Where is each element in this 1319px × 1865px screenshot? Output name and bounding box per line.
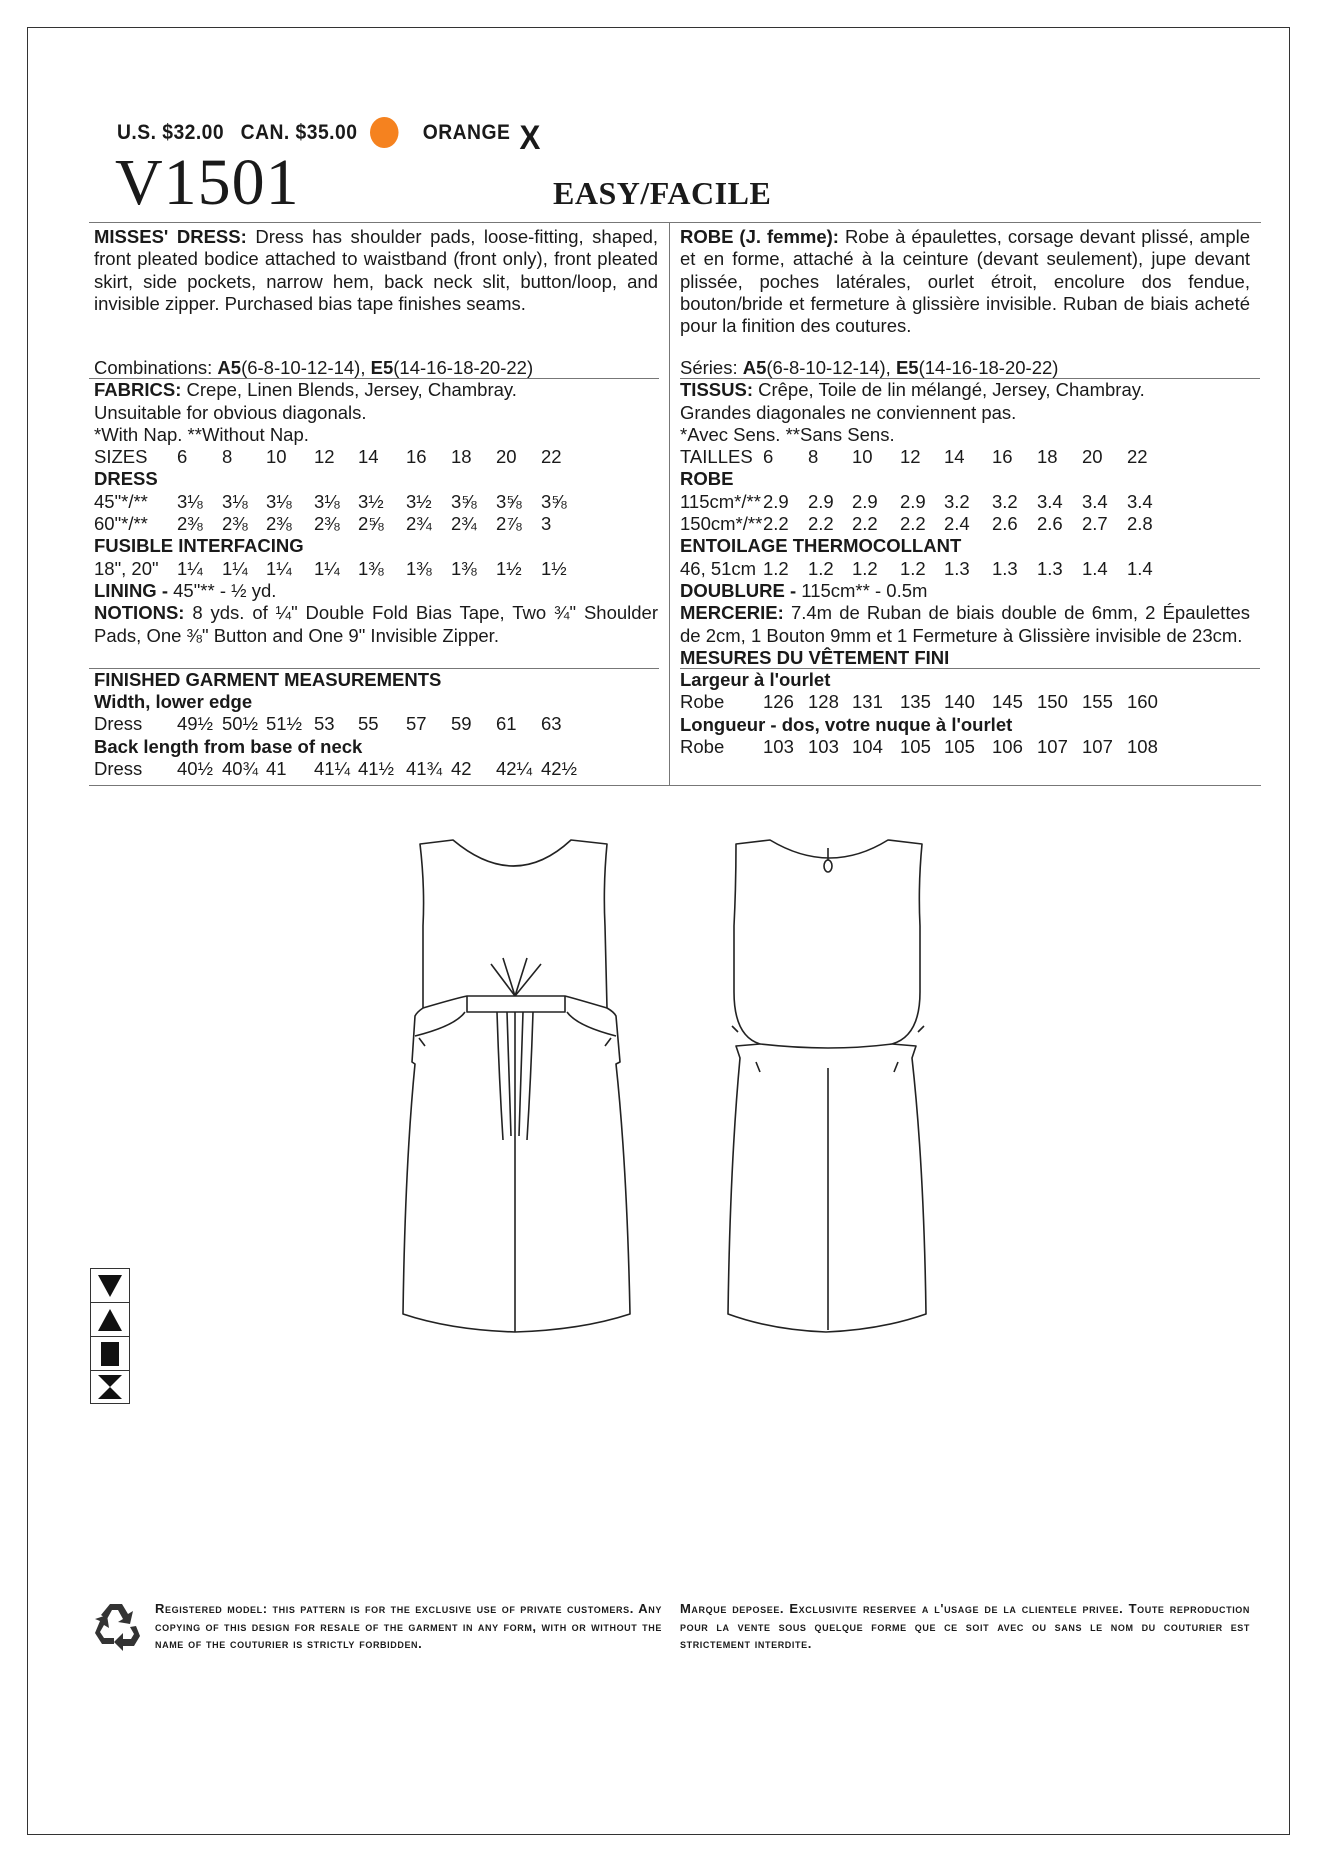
table-cell: 40¾ bbox=[222, 758, 259, 780]
table-cell: 1⅜ bbox=[358, 557, 384, 579]
table-cell: 3 bbox=[541, 513, 552, 535]
fabrics-line: TISSUS: Crêpe, Toile de lin mélangé, Jersey, Chambray. bbox=[680, 379, 1145, 401]
fabrics-line: FABRICS: Crepe, Linen Blends, Jersey, Chambray. bbox=[94, 379, 517, 401]
table-row bbox=[680, 491, 1250, 513]
description-fr-title: ROBE (J. femme): bbox=[680, 226, 839, 247]
table-cell: 3.4 bbox=[1037, 490, 1063, 512]
pattern-symbol-legend bbox=[90, 1268, 130, 1404]
width-label: Largeur à l'ourlet bbox=[680, 669, 831, 691]
lining-line: DOUBLURE - 115cm** - 0.5m bbox=[680, 579, 928, 601]
table-cell: 140 bbox=[944, 691, 975, 713]
row-label: 18", 20" bbox=[94, 557, 159, 579]
table-row bbox=[94, 513, 658, 535]
front-view-sketch bbox=[395, 836, 635, 1348]
row-label: 46, 51cm bbox=[680, 557, 757, 579]
rule bbox=[89, 785, 1261, 786]
table-cell: 2.9 bbox=[852, 490, 878, 512]
table-cell: 41 bbox=[266, 758, 287, 780]
table-cell: 1¼ bbox=[177, 557, 203, 579]
table-cell: 18 bbox=[1037, 446, 1058, 468]
row-label: 150cm*/** bbox=[680, 513, 763, 535]
lining-line: LINING - 45"** - ½ yd. bbox=[94, 579, 277, 601]
table-cell: 3⅛ bbox=[314, 490, 340, 512]
table-cell: 55 bbox=[358, 713, 379, 735]
table-cell: 1⅜ bbox=[406, 557, 432, 579]
table-cell: 3⅝ bbox=[496, 490, 522, 512]
rule bbox=[680, 668, 1260, 669]
legal-notice-french: Marque deposee. Exclusivite reservee a l'usage de la clientele privee. Toute reproduction pour la vente sous quelque forme que ce soit avec ou sans le nom du couturier est strictement interdite. bbox=[680, 1601, 1250, 1651]
table-cell: 1.3 bbox=[992, 557, 1018, 579]
table-cell: 20 bbox=[496, 446, 517, 468]
dress-label: DRESS bbox=[94, 468, 158, 490]
table-cell: 41½ bbox=[358, 758, 395, 780]
table-cell: 42 bbox=[451, 758, 472, 780]
table-cell: 41¼ bbox=[314, 758, 351, 780]
table-cell: 22 bbox=[1127, 446, 1148, 468]
table-cell: 1.2 bbox=[763, 557, 789, 579]
table-cell: 1½ bbox=[541, 557, 567, 579]
table-cell: 2.2 bbox=[808, 513, 834, 535]
table-cell: 1¼ bbox=[222, 557, 248, 579]
row-label: Robe bbox=[680, 691, 725, 713]
table-cell: 106 bbox=[992, 736, 1023, 758]
table-cell: 49½ bbox=[177, 713, 214, 735]
table-row bbox=[94, 491, 658, 513]
table-cell: 2.2 bbox=[900, 513, 926, 535]
color-label: ORANGE bbox=[422, 120, 511, 144]
table-cell: 3⅝ bbox=[541, 490, 567, 512]
table-cell: 131 bbox=[852, 691, 883, 713]
table-cell: 104 bbox=[852, 736, 883, 758]
table-row bbox=[680, 691, 1250, 713]
length-label: Back length from base of neck bbox=[94, 735, 363, 757]
table-row bbox=[680, 558, 1250, 580]
table-cell: 2⅝ bbox=[358, 513, 384, 535]
table-cell: 51½ bbox=[266, 713, 303, 735]
description-fr-body: Robe à épaulettes, corsage devant plissé, ample et en forme, attaché à la ceinture (devant seulement), jupe devant plissée, poches latérales, ourlet étroit, encolure dos fendue, bouton/bride et fermeture à glissière invisible. Ruban de biais acheté pour la finition des coutures. bbox=[680, 226, 1251, 337]
row-label: Robe bbox=[680, 736, 725, 758]
rule bbox=[89, 378, 659, 379]
table-cell: 3⅝ bbox=[451, 490, 477, 512]
table-row bbox=[94, 558, 658, 580]
table-cell: 1.2 bbox=[852, 557, 878, 579]
header-divider bbox=[89, 222, 1261, 223]
table-row bbox=[680, 513, 1250, 535]
table-cell: 63 bbox=[541, 713, 562, 735]
sizes-row: SIZES 6 8 10 12 14 16 18 20 22 bbox=[94, 446, 562, 468]
width-label: Width, lower edge bbox=[94, 691, 253, 713]
table-cell: 59 bbox=[451, 713, 472, 735]
table-cell: 20 bbox=[1082, 446, 1103, 468]
nap-line: *Avec Sens. **Sans Sens. bbox=[680, 423, 895, 445]
table-cell: 3.4 bbox=[1082, 490, 1108, 512]
table-cell: 2⅜ bbox=[222, 513, 248, 535]
legal-notice-english: Registered model: this pattern is for the exclusive use of private customers. Any copying of this design for resale of the garment in any form, with or without the name of the couturier is strictly forbidden. bbox=[155, 1601, 662, 1651]
table-cell: 107 bbox=[1082, 736, 1113, 758]
table-cell: 3.2 bbox=[992, 490, 1018, 512]
row-label: Dress bbox=[94, 758, 143, 780]
table-cell: 53 bbox=[314, 713, 335, 735]
table-cell: 1¼ bbox=[314, 557, 340, 579]
table-cell: 107 bbox=[1037, 736, 1068, 758]
combinations-line: Séries: A5(6-8-10-12-14), E5(14-16-18-20-22) bbox=[680, 357, 1059, 378]
table-cell: 50½ bbox=[222, 713, 259, 735]
description-en-body: Dress has shoulder pads, loose-fitting, shaped, front pleated bodice attached to waistband (front only), front pleated skirt, side pockets, narrow hem, back neck slit, button/loop, and invisible zipper. Purchased bias tape finishes seams. bbox=[94, 226, 659, 314]
table-cell: 61 bbox=[496, 713, 517, 735]
description-en-title: MISSES' DRESS: bbox=[94, 226, 247, 247]
table-cell: 103 bbox=[808, 736, 839, 758]
table-cell: 57 bbox=[406, 713, 427, 735]
description-english bbox=[94, 226, 658, 315]
table-cell: 135 bbox=[900, 691, 931, 713]
table-cell: 2¾ bbox=[451, 513, 477, 535]
table-cell: 2.6 bbox=[1037, 513, 1063, 535]
table-cell: 42¼ bbox=[496, 758, 533, 780]
table-cell: 1.4 bbox=[1127, 557, 1153, 579]
table-cell: 16 bbox=[406, 446, 427, 468]
table-cell: 18 bbox=[451, 446, 472, 468]
row-label: 115cm*/** bbox=[680, 490, 761, 512]
table-cell: 2.9 bbox=[900, 490, 926, 512]
table-cell: 108 bbox=[1127, 736, 1158, 758]
table-cell: 155 bbox=[1082, 691, 1113, 713]
table-cell: 10 bbox=[266, 446, 287, 468]
table-cell: 3.2 bbox=[944, 490, 970, 512]
table-row bbox=[680, 736, 1250, 758]
color-mark: X bbox=[519, 119, 541, 157]
table-cell: 1.3 bbox=[1037, 557, 1063, 579]
table-cell: 1¼ bbox=[266, 557, 292, 579]
table-row bbox=[94, 713, 658, 735]
table-cell: 6 bbox=[177, 446, 188, 468]
table-cell: 2.8 bbox=[1127, 513, 1153, 535]
unsuitable-line: Unsuitable for obvious diagonals. bbox=[94, 401, 367, 423]
table-cell: 8 bbox=[808, 446, 819, 468]
sizes-row: TAILLES 6 8 10 12 14 16 18 20 22 bbox=[680, 446, 1148, 468]
table-cell: 8 bbox=[222, 446, 233, 468]
triangle-up-icon bbox=[90, 1302, 130, 1336]
pattern-number: V1501 bbox=[115, 146, 300, 219]
combinations-line: Combinations: A5(6-8-10-12-14), E5(14-16-18-20-22) bbox=[94, 357, 534, 378]
table-cell: 2.9 bbox=[763, 490, 789, 512]
measurements-title: MESURES DU VÊTEMENT FINI bbox=[680, 646, 950, 668]
table-cell: 2⅜ bbox=[266, 513, 292, 535]
unsuitable-line: Grandes diagonales ne conviennent pas. bbox=[680, 401, 1017, 423]
table-cell: 2⅜ bbox=[314, 513, 340, 535]
table-cell: 41¾ bbox=[406, 758, 443, 780]
back-view-sketch bbox=[712, 836, 952, 1348]
table-cell: 16 bbox=[992, 446, 1013, 468]
table-cell: 2.4 bbox=[944, 513, 970, 535]
table-cell: 150 bbox=[1037, 691, 1068, 713]
table-cell: 2⅞ bbox=[496, 513, 522, 535]
row-label: Dress bbox=[94, 713, 143, 735]
us-price: U.S. $32.00 bbox=[117, 120, 225, 144]
recycle-icon bbox=[90, 1600, 142, 1652]
table-cell: 14 bbox=[358, 446, 379, 468]
table-cell: 14 bbox=[944, 446, 965, 468]
row-label: 45"*/** bbox=[94, 490, 148, 512]
table-cell: 2.2 bbox=[763, 513, 789, 535]
table-cell: 42½ bbox=[541, 758, 578, 780]
table-cell: 126 bbox=[763, 691, 794, 713]
description-french bbox=[680, 226, 1250, 337]
rule bbox=[89, 668, 659, 669]
table-cell: 2.7 bbox=[1082, 513, 1108, 535]
difficulty-level: EASY/FACILE bbox=[553, 175, 772, 211]
table-cell: 160 bbox=[1127, 691, 1158, 713]
table-cell: 1.2 bbox=[900, 557, 926, 579]
measurements-title: FINISHED GARMENT MEASUREMENTS bbox=[94, 668, 442, 690]
table-cell: 128 bbox=[808, 691, 839, 713]
dress-label: ROBE bbox=[680, 468, 734, 490]
table-row bbox=[94, 758, 658, 780]
table-cell: 105 bbox=[944, 736, 975, 758]
interfacing-label: ENTOILAGE THERMOCOLLANT bbox=[680, 535, 962, 557]
hourglass-icon bbox=[90, 1370, 130, 1404]
table-cell: 10 bbox=[852, 446, 873, 468]
table-cell: 3⅛ bbox=[222, 490, 248, 512]
table-cell: 12 bbox=[900, 446, 921, 468]
notions-line: NOTIONS: 8 yds. of ¼" Double Fold Bias Tape, Two ¾" Shoulder Pads, One ⅜" Button and One 9" Invisible Zipper. bbox=[94, 602, 658, 646]
table-cell: 3⅛ bbox=[266, 490, 292, 512]
notions-line: MERCERIE: 7.4m de Ruban de biais double de 6mm, 2 Épaulettes de 2cm, 1 Bouton 9mm et 1 Fermeture à Glissière invisible de 23cm. bbox=[680, 602, 1250, 646]
column-divider bbox=[669, 222, 670, 786]
rule bbox=[680, 378, 1260, 379]
table-cell: 1.4 bbox=[1082, 557, 1108, 579]
table-cell: 2.2 bbox=[852, 513, 878, 535]
table-cell: 3⅛ bbox=[177, 490, 203, 512]
table-cell: 105 bbox=[900, 736, 931, 758]
triangle-down-icon bbox=[90, 1268, 130, 1302]
table-cell: 3.4 bbox=[1127, 490, 1153, 512]
table-cell: 12 bbox=[314, 446, 335, 468]
table-cell: 2.9 bbox=[808, 490, 834, 512]
nap-line: *With Nap. **Without Nap. bbox=[94, 423, 309, 445]
orange-color-dot-icon bbox=[370, 117, 399, 148]
table-cell: 1.3 bbox=[944, 557, 970, 579]
length-label: Longueur - dos, votre nuque à l'ourlet bbox=[680, 713, 1013, 735]
table-cell: 2.6 bbox=[992, 513, 1018, 535]
table-cell: 3½ bbox=[358, 490, 384, 512]
table-cell: 1½ bbox=[496, 557, 522, 579]
yardage-english bbox=[94, 357, 658, 780]
table-cell: 6 bbox=[763, 446, 774, 468]
table-cell: 2¾ bbox=[406, 513, 432, 535]
square-icon bbox=[90, 1336, 130, 1370]
table-cell: 103 bbox=[763, 736, 794, 758]
interfacing-label: FUSIBLE INTERFACING bbox=[94, 535, 304, 557]
table-cell: 145 bbox=[992, 691, 1023, 713]
table-cell: 3½ bbox=[406, 490, 432, 512]
table-cell: 22 bbox=[541, 446, 562, 468]
yardage-french bbox=[680, 357, 1250, 758]
table-cell: 40½ bbox=[177, 758, 214, 780]
row-label: 60"*/** bbox=[94, 513, 148, 535]
table-cell: 1⅜ bbox=[451, 557, 477, 579]
table-cell: 1.2 bbox=[808, 557, 834, 579]
table-cell: 2⅜ bbox=[177, 513, 203, 535]
can-price: CAN. $35.00 bbox=[240, 120, 358, 144]
